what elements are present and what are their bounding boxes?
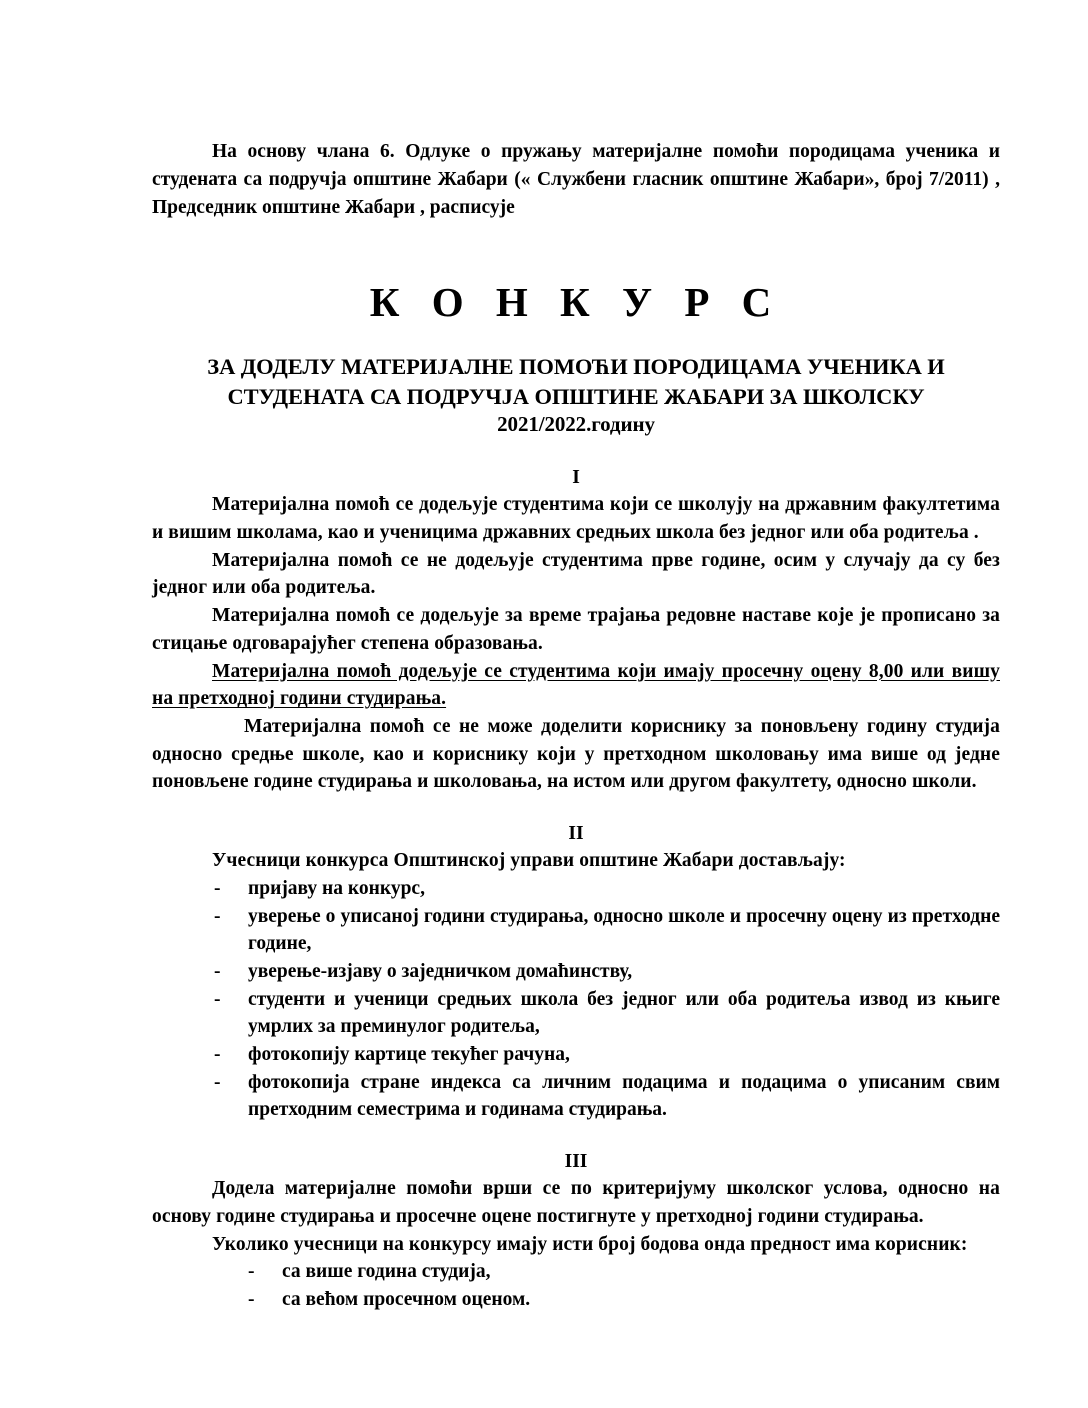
- section-3-priority-list: [152, 1258, 1000, 1313]
- section-1-paragraph-2: Материјална помоћ се не додељује студентима прве године, осим у случају да су без једног или оба родитеља.: [152, 549, 1000, 599]
- document-content: [152, 118, 1000, 1314]
- dash-bullet-icon: -: [214, 988, 221, 1010]
- section-2-requirements-list: [152, 875, 1000, 1124]
- list-item: [152, 1258, 1000, 1286]
- list-item-label: студенти и ученици средњих школа без једног или оба родитеља извод из књиге умрлих за преминулог родитеља,: [248, 988, 1000, 1038]
- section-numeral-1: I: [572, 467, 580, 489]
- list-item-label: фотокопију картице текућег рачуна,: [248, 1044, 570, 1066]
- subtitle-line-3: 2021/2022.годину: [497, 411, 655, 436]
- section-numeral-2: II: [568, 822, 584, 844]
- list-item-label: уверење-изјаву о заједничком домаћинству,: [248, 961, 633, 982]
- dash-bullet-icon: -: [214, 1044, 221, 1066]
- section-numeral-3: III: [564, 1151, 588, 1173]
- dash-bullet-icon: -: [214, 1071, 221, 1093]
- section-1-paragraph-4-underlined: Материјална помоћ додељује се студентима који имају просечну оцену 8,00 или вишу на претходној години студирања.: [152, 660, 1000, 710]
- section-3-paragraph-1: Додела материјалне помоћи врши се по критеријуму школског услова, односно на основу године студирања и просечне оцене постигнуте у претходној години студирања.: [152, 1178, 1000, 1228]
- list-item: [152, 1069, 1000, 1124]
- list-item-label: уверење о уписаној години студирања, односно школе и просечну оцену из претходне године,: [248, 905, 1000, 955]
- dash-bullet-icon: -: [214, 877, 221, 899]
- section-2-lead: Учесници конкурса Општинској управи општине Жабари достављају:: [212, 850, 846, 872]
- list-item: [152, 903, 1000, 958]
- list-item: [152, 986, 1000, 1041]
- dash-bullet-icon: -: [214, 961, 221, 982]
- section-1-paragraph-1: Материјална помоћ се додељује студентима који се школују на државним факултетима и вишим школама, као и ученицима државних средњих школа без једног или оба родитеља .: [152, 494, 1000, 544]
- list-item-label: фотокопија стране индекса са личним подацима и подацима о уписаним свим претходним семестрима и годинама студирања.: [248, 1071, 1000, 1121]
- list-item: [152, 1041, 1000, 1069]
- list-item-label: са већом просечном оценом.: [282, 1289, 531, 1311]
- intro-paragraph: На основу члана 6. Одлуке о пружању материјалне помоћи породицама ученика и студената са подручја општине Жабари (« Службени гласник општине Жабари», број 7/2011) , Председник општине Жабари , расписује: [152, 140, 1000, 218]
- list-item-label: са више година студија,: [282, 1261, 491, 1283]
- dash-bullet-icon: -: [248, 1261, 255, 1283]
- list-item: [152, 1286, 1000, 1314]
- subtitle-line-1: ЗА ДОДЕЛУ МАТЕРИЈАЛНЕ ПОМОЋИ ПОРОДИЦАМА УЧЕНИКА И: [207, 354, 945, 380]
- subtitle-line-2: СТУДЕНАТА СА ПОДРУЧЈА ОПШТИНЕ ЖАБАРИ ЗА ШКОЛСКУ: [227, 383, 925, 409]
- section-1-paragraph-5: Материјална помоћ се не може доделити кориснику за поновљену годину студија односно средње школе, као и кориснику који у претходном школовању има више од једне поновљене године студирања и школовања, на истом или другом факултету, односно школи.: [152, 715, 1000, 793]
- section-3-paragraph-2: Уколико учесници на конкурсу имају исти број бодова онда предност има корисник:: [212, 1233, 968, 1255]
- dash-bullet-icon: -: [214, 905, 221, 927]
- list-item: [152, 875, 1000, 903]
- page-subtitle: [152, 352, 1000, 438]
- list-item: [152, 958, 1000, 986]
- section-1-paragraph-3: Материјална помоћ се додељује за време трајања редовне наставе које је прописано за стицање одговарајућег степена образовања.: [152, 605, 1000, 654]
- page-title: К О Н К У Р С: [369, 278, 783, 325]
- list-item-label: пријаву на конкурс,: [248, 877, 425, 899]
- dash-bullet-icon: -: [248, 1289, 255, 1311]
